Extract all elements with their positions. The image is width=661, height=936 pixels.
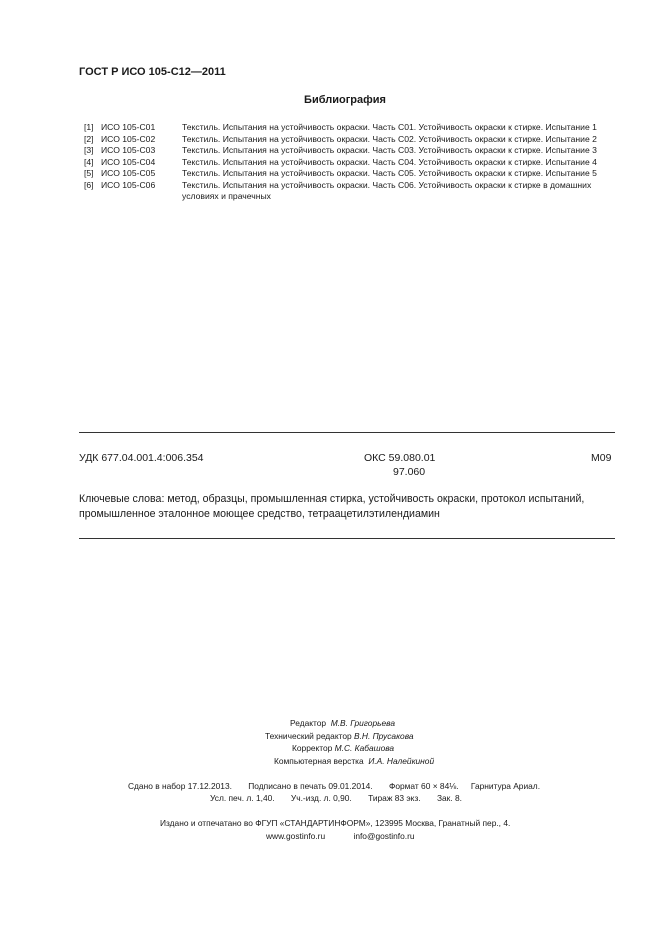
corrector-credit [292, 743, 394, 753]
bibliography-item [84, 180, 614, 203]
corrector-name: М.С. Кабашова [334, 743, 395, 753]
udk-code: УДК 677.04.001.4:006.354 [79, 452, 204, 464]
typeface: Гарнитура Ариал. [470, 781, 541, 791]
item-code: ИСО 105-С03 [101, 145, 156, 155]
layout-credit [274, 756, 434, 766]
bibliography-item [84, 145, 614, 157]
item-text: Текстиль. Испытания на устойчивость окраски. Часть С02. Устойчивость окраски к стирке. Испытание 2 [182, 133, 597, 144]
tech-editor-label: Технический редактор [265, 731, 352, 741]
signed-date: Подписано в печать 09.01.2014. [248, 781, 373, 791]
bibliography-item [84, 157, 614, 169]
publishing-sheets: Уч.-изд. л. 0,90. [290, 793, 352, 803]
item-number: [1] [84, 122, 94, 132]
layout-name: И.А. Налейкиной [368, 756, 435, 766]
item-number: [4] [84, 156, 94, 167]
print-run: Тираж 83 экз. [368, 793, 421, 803]
print-info-line-1 [128, 781, 540, 791]
item-text: Текстиль. Испытания на устойчивость окраски. Часть С04. Устойчивость окраски к стирке. Испытание 4 [182, 156, 597, 167]
item-code: ИСО 105-С04 [101, 156, 156, 167]
publisher-email: info@gostinfo.ru [353, 831, 415, 841]
divider-bottom [79, 538, 615, 539]
bibliography-item [84, 134, 614, 146]
publisher-contacts [266, 831, 415, 841]
item-number: [3] [84, 145, 94, 155]
layout-label: Компьютерная верстка [274, 756, 364, 766]
tech-editor-credit [265, 731, 414, 741]
editor-credit [290, 718, 395, 728]
item-number: [2] [84, 133, 94, 144]
bibliography-item [84, 168, 614, 180]
item-number: [5] [84, 168, 94, 178]
submitted-date: Сдано в набор 17.12.2013. [128, 781, 232, 791]
publisher-website: www.gostinfo.ru [266, 831, 326, 841]
paper-format: Формат 60 × 84⅛. [388, 781, 459, 791]
bibliography-title: Библиография [304, 94, 386, 106]
tech-editor-name: В.Н. Прусакова [353, 731, 414, 741]
item-number: [6] [84, 179, 94, 190]
bibliography-item [84, 122, 614, 134]
item-code: ИСО 105-С02 [101, 133, 156, 144]
print-info-line-2 [210, 793, 462, 803]
item-text: Текстиль. Испытания на устойчивость окраски. Часть С03. Устойчивость окраски к стирке. Испытание 3 [182, 145, 597, 155]
editor-name: М.В. Григорьева [330, 718, 396, 728]
oks-code-secondary: 97.060 [393, 466, 426, 478]
item-code: ИСО 105-С06 [101, 179, 156, 190]
bibliography-list [84, 122, 614, 203]
group-code: М09 [591, 452, 612, 464]
corrector-label: Корректор [292, 743, 333, 753]
item-code: ИСО 105-С01 [101, 122, 156, 132]
item-code: ИСО 105-С05 [101, 168, 156, 178]
divider-top [79, 432, 615, 433]
editor-label: Редактор [290, 718, 327, 728]
item-text: Текстиль. Испытания на устойчивость окраски. Часть С01. Устойчивость окраски к стирке. Испытание 1 [182, 122, 597, 132]
print-sheets: Усл. печ. л. 1,40. [210, 793, 275, 803]
order-number: Зак. 8. [436, 793, 462, 803]
item-text: Текстиль. Испытания на устойчивость окраски. Часть С06. Устойчивость окраски к стирке в домашних условиях и прачечных [182, 179, 592, 201]
keywords: Ключевые слова: метод, образцы, промышленная стирка, устойчивость окраски, протокол испытаний, промышленное эталонное моющее средство, тетраацетилэтилендиамин [79, 493, 585, 520]
item-text: Текстиль. Испытания на устойчивость окраски. Часть С05. Устойчивость окраски к стирке. Испытание 5 [182, 168, 597, 178]
publisher-line: Издано и отпечатано во ФГУП «СТАНДАРТИНФОРМ», 123995 Москва, Гранатный пер., 4. [160, 818, 511, 828]
oks-code: ОКС 59.080.01 [364, 452, 436, 464]
document-code: ГОСТ Р ИСО 105-С12—2011 [79, 66, 226, 78]
